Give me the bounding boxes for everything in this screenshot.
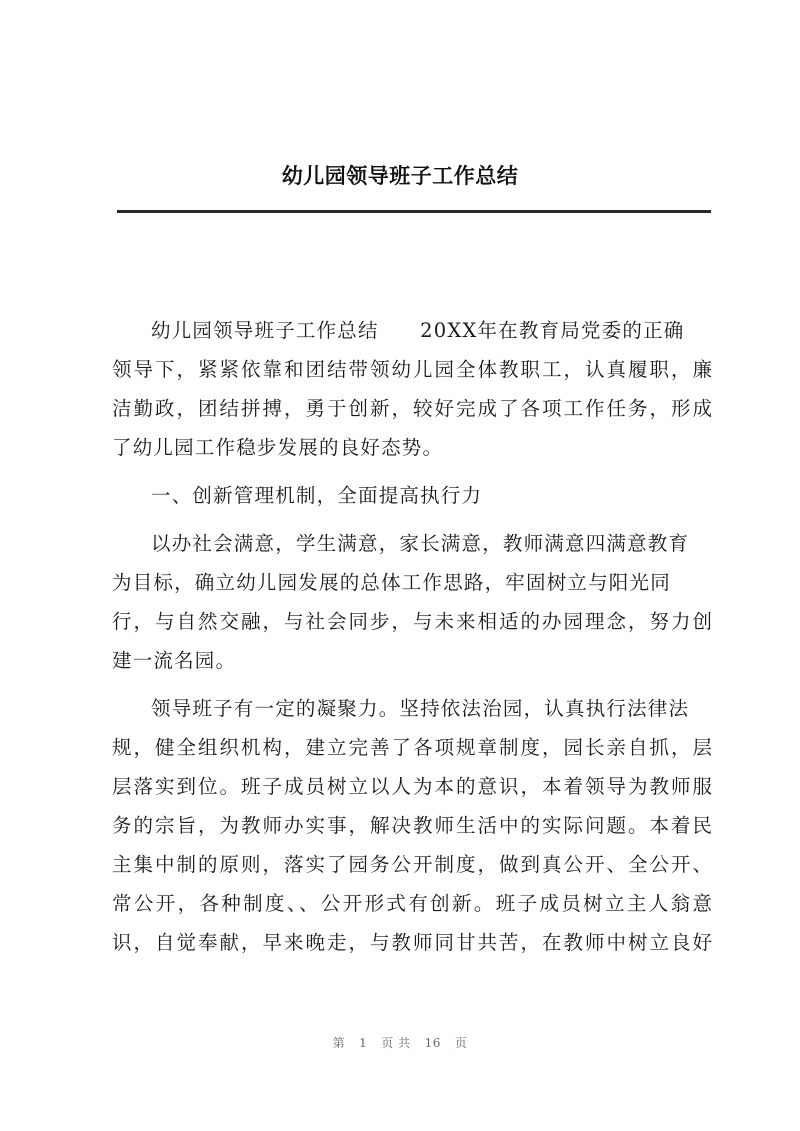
page-footer <box>0 1034 800 1051</box>
paragraph-line: 为目标，确立幼儿园发展的总体工作思路，牢固树立与阳光同 <box>112 571 671 594</box>
paragraph-line: 常公开，各种制度、、公开形式有创新。班子成员树立主人翁意 <box>112 892 712 915</box>
section-heading-text: 一、创新管理机制，全面提高执行力 <box>151 484 483 507</box>
paragraph-line: 层落实到位。班子成员树立以人为本的意识，本着领导为教师服 <box>112 775 712 798</box>
paragraph-line: 建一流名园。 <box>112 649 237 672</box>
paragraph-line: 洁勤政，团结拼搏，勇于创新，较好完成了各项工作任务，形成 <box>112 397 712 420</box>
paragraph-line: 主集中制的原则，落实了园务公开制度，做到真公开、全公开、 <box>112 853 712 876</box>
paragraph-intro <box>112 311 712 467</box>
paragraph-line: 以办社会满意，学生满意，家长满意，教师满意四满意教育 <box>151 532 690 555</box>
footer-page-number: 1 <box>359 1036 368 1050</box>
footer-suffix: 页 <box>454 1036 468 1050</box>
paragraph-line: 幼儿园领导班子工作总结 20XX年在教育局党委的正确 <box>151 319 685 342</box>
paragraph-line: 了幼儿园工作稳步发展的良好态势。 <box>112 436 444 459</box>
footer-prefix: 第 <box>332 1036 346 1050</box>
footer-middle: 页 共 <box>381 1036 411 1050</box>
paragraph-line: 行，与自然交融，与社会同步，与未来相适的办园理念，努力创 <box>112 610 712 633</box>
footer-total-pages: 16 <box>424 1036 441 1050</box>
paragraph-goal <box>112 524 712 680</box>
title-underline <box>117 210 711 213</box>
paragraph-line: 务的宗旨，为教师办实事，解决教师生活中的实际问题。本着民 <box>112 814 712 837</box>
document-title: 幼儿园领导班子工作总结 <box>281 163 519 188</box>
section-heading <box>112 476 712 515</box>
paragraph-line: 规，健全组织机构，建立完善了各项规章制度，园长亲自抓，层 <box>112 736 712 759</box>
paragraph-line: 识，自觉奉献，早来晚走，与教师同甘共苦，在教师中树立良好 <box>112 931 712 954</box>
paragraph-line: 领导下，紧紧依靠和团结带领幼儿园全体教职工，认真履职，廉 <box>112 358 712 381</box>
paragraph-leadership <box>112 689 712 962</box>
document-body <box>112 311 712 962</box>
paragraph-line: 领导班子有一定的凝聚力。坚持依法治园，认真执行法律法 <box>151 697 690 720</box>
